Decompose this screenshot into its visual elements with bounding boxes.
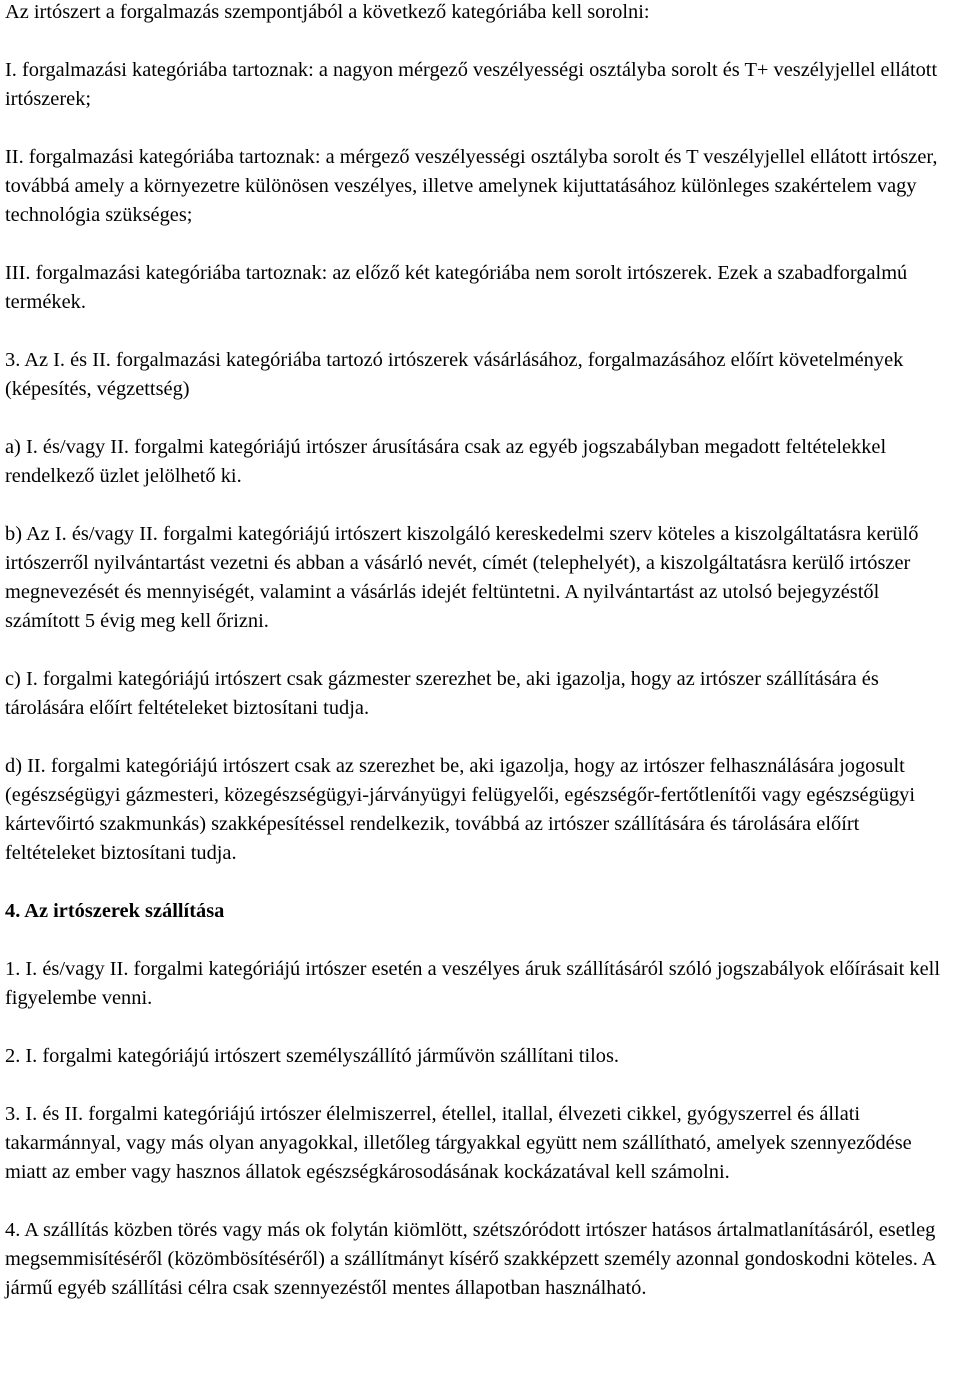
paragraph-requirement-b: b) Az I. és/vagy II. forgalmi kategóriájú irtószert kiszolgáló kereskedelmi szerv köteles a kiszolgáltatásra kerülő irtószerről nyilvántartást vezetni és abban a vásárló nevét, címét (telephelyét), a kiszolgáltatásra kerülő irtószer megnevezését és mennyiségét, valamint a vásárlás idejét feltüntetni. A nyilvántartást az utolsó bejegyzéstől számított 5 évig meg kell őrizni.	[5, 523, 919, 632]
paragraph-category-iii: III. forgalmazási kategóriába tartoznak: az előző két kategóriába nem sorolt irtószerek. Ezek a szabadforgalmú termékek.	[5, 262, 908, 313]
paragraph-intro: Az irtószert a forgalmazás szempontjából a következő kategóriába kell sorolni:	[5, 1, 650, 23]
paragraph-requirement-c: c) I. forgalmi kategóriájú irtószert csak gázmester szerezhet be, aki igazolja, hogy az irtószer szállítására és tárolására előírt feltételeket biztosítani tudja.	[5, 668, 879, 719]
paragraph-category-ii: II. forgalmazási kategóriába tartoznak: a mérgező veszélyességi osztályba sorolt és T veszélyjellel ellátott irtószer, továbbá amely a környezetre különösen veszélyes, illetve amelynek kijuttatásához különleges szakértelem vagy technológia szükséges;	[5, 146, 938, 226]
section-heading: 4. Az irtószerek szállítása	[5, 900, 225, 922]
paragraph-transport-2: 2. I. forgalmi kategóriájú irtószert személyszállító járművön szállítani tilos.	[5, 1045, 620, 1067]
paragraph-requirement-a: a) I. és/vagy II. forgalmi kategóriájú irtószer árusítására csak az egyéb jogszabályban megadott feltételekkel rendelkező üzlet jelölhető ki.	[5, 436, 887, 487]
paragraph-transport-3: 3. I. és II. forgalmi kategóriájú irtószer élelmiszerrel, étellel, itallal, élvezeti cikkel, gyógyszerrel és állati takarmánnyal, vagy más olyan anyagokkal, illetőleg tárgyakkal együtt nem szállítható, amelyek szennyeződése miatt az ember vagy hasznos állatok egészségkárosodásának kockázatával kell számolni.	[5, 1103, 912, 1183]
paragraph-transport-1: 1. I. és/vagy II. forgalmi kategóriájú irtószer esetén a veszélyes áruk szállításáról szóló jogszabályok előírásait kell figyelembe venni.	[5, 958, 940, 1009]
paragraph-requirement-d: d) II. forgalmi kategóriájú irtószert csak az szerezhet be, aki igazolja, hogy az irtószer felhasználására jogosult (egészségügyi gázmesteri, közegészségügyi-járványügyi felügyelői, egészségőr-fertőtlenítői vagy egészségügyi kártevőirtó szakmunkás) szakképesítéssel rendelkezik, továbbá az irtószer szállítására és tárolására előírt feltételeket biztosítani tudja.	[5, 755, 916, 864]
paragraph-requirements: 3. Az I. és II. forgalmazási kategóriába tartozó irtószerek vásárlásához, forgalmazásához előírt követelmények (képesítés, végzettség)	[5, 349, 904, 400]
paragraph-transport-4: 4. A szállítás közben törés vagy más ok folytán kiömlött, szétszóródott irtószer hatásos ártalmatlanításáról, esetleg megsemmisítéséről (közömbösítéséről) a szállítmányt kísérő szakképzett személy azonnal gondoskodni köteles. A jármű egyéb szállítási célra csak szennyezéstől mentes állapotban használható.	[5, 1219, 936, 1299]
paragraph-category-i: I. forgalmazási kategóriába tartoznak: a nagyon mérgező veszélyességi osztályba sorolt és T+ veszélyjellel ellátott irtószerek;	[5, 59, 938, 110]
